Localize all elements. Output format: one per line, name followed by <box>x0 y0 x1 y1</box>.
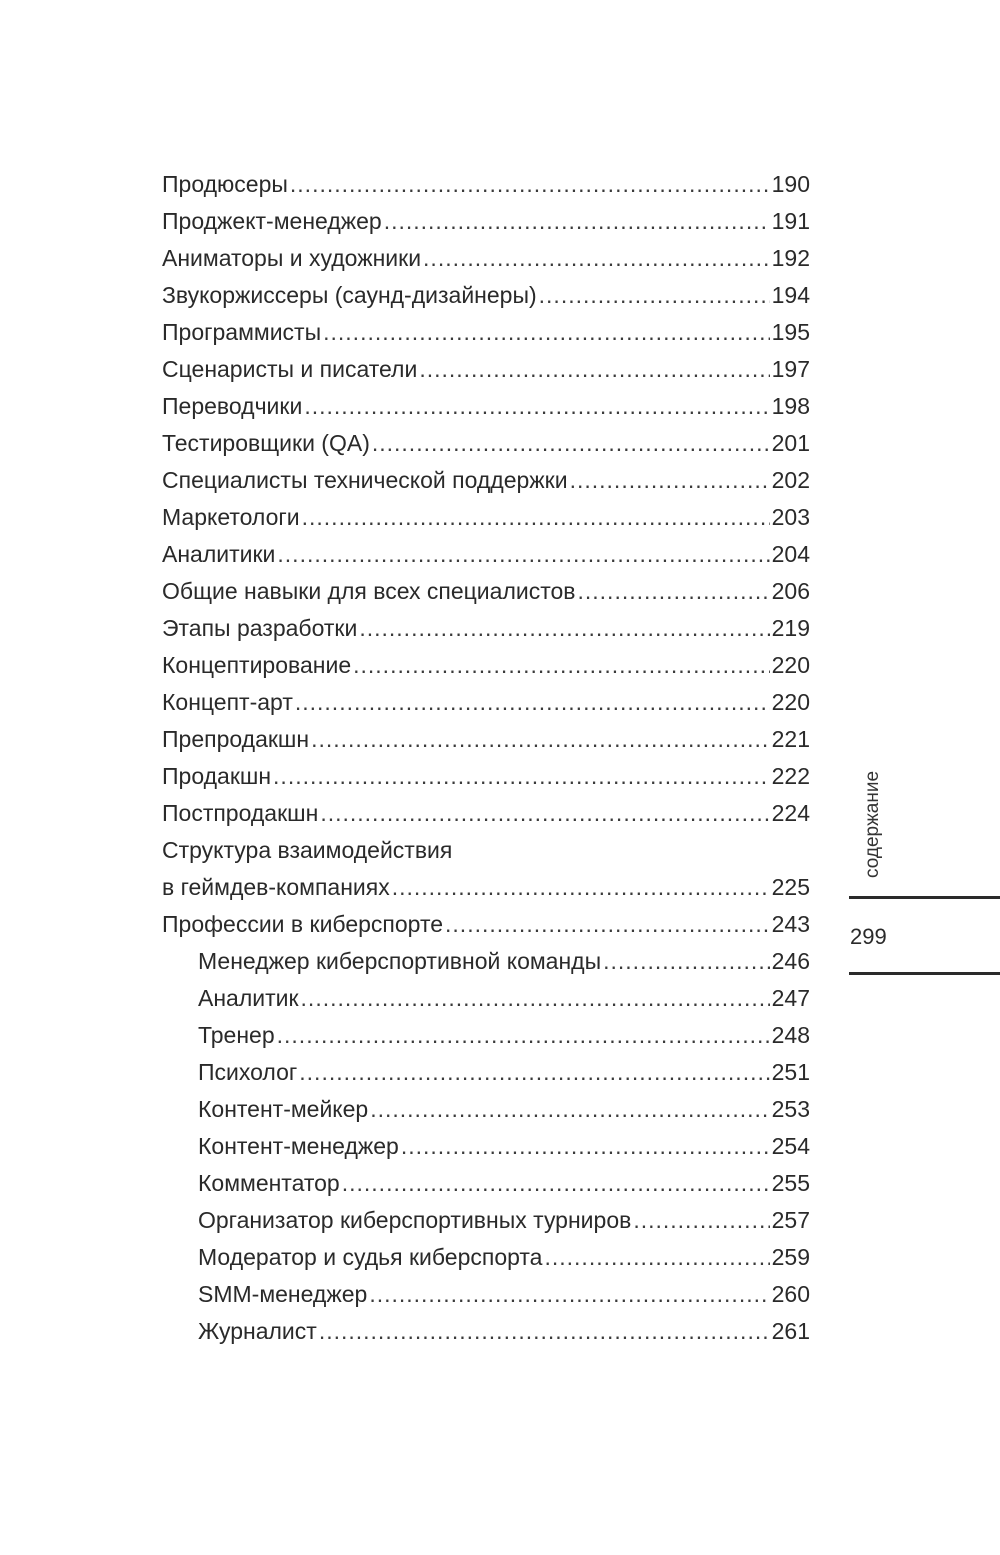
toc-entry-page: 195 <box>771 319 810 345</box>
toc-subentry <box>162 1128 810 1165</box>
toc-subentry-page: 248 <box>771 1022 810 1048</box>
dot-leader <box>319 1313 770 1350</box>
toc-entry-title: Препродакшн <box>162 726 310 752</box>
dot-leader <box>539 277 770 314</box>
dot-leader <box>544 1239 769 1276</box>
dot-leader <box>392 869 770 906</box>
dot-leader <box>384 203 770 240</box>
toc-entry-title-line <box>162 832 810 869</box>
toc-entry-title: Проджект-менеджер <box>162 208 382 234</box>
toc-subentry-page: 260 <box>771 1281 810 1307</box>
dot-leader <box>570 462 770 499</box>
toc-entry-title-first-line: Структура взаимодействия <box>162 837 453 863</box>
divider-rule <box>849 972 1000 975</box>
toc-subentry-title: Журналист <box>198 1318 317 1344</box>
dot-leader <box>370 1091 769 1128</box>
toc-subentry-title: Комментатор <box>198 1170 340 1196</box>
dot-leader <box>302 499 770 536</box>
dot-leader <box>419 351 769 388</box>
dot-leader <box>304 388 769 425</box>
toc-entry-title: Маркетологи <box>162 504 300 530</box>
toc-entry <box>162 240 810 277</box>
toc-subentry-title: SMM-менеджер <box>198 1281 368 1307</box>
toc-entry <box>162 277 810 314</box>
toc-entry <box>162 647 810 684</box>
toc-subentry <box>162 1313 810 1350</box>
toc-subentry <box>162 1165 810 1202</box>
toc-entry-page: 203 <box>771 504 810 530</box>
dot-leader <box>299 1054 769 1091</box>
toc-entry-title: Тестировщики (QA) <box>162 430 370 456</box>
toc-subentry <box>162 980 810 1017</box>
toc-entry <box>162 721 810 758</box>
toc-entry-title: Звукоржиссеры (саунд-дизайнеры) <box>162 282 537 308</box>
dot-leader <box>311 721 770 758</box>
toc-entry-title: Аниматоры и художники <box>162 245 422 271</box>
toc-entry <box>162 610 810 647</box>
toc-entry-page: 202 <box>771 467 810 493</box>
dot-leader <box>372 425 770 462</box>
dot-leader <box>277 1017 770 1054</box>
toc-entry-page: 190 <box>771 171 810 197</box>
dot-leader <box>295 684 770 721</box>
dot-leader <box>323 314 770 351</box>
dot-leader <box>342 1165 770 1202</box>
toc-entry <box>162 314 810 351</box>
toc-entry <box>162 536 810 573</box>
toc-subentry-page: 247 <box>771 985 810 1011</box>
toc-subentry-page: 253 <box>771 1096 810 1122</box>
toc-subentry-page: 254 <box>771 1133 810 1159</box>
toc-entry-page: 220 <box>771 689 810 715</box>
toc-entry-title: Постпродакшн <box>162 800 319 826</box>
toc-entry <box>162 869 810 906</box>
toc-entry-title: Профессии в киберспорте <box>162 911 444 937</box>
toc-entry <box>162 684 810 721</box>
dot-leader <box>290 166 770 203</box>
toc-entry-title: Специалисты технической поддержки <box>162 467 568 493</box>
toc-subentry-page: 261 <box>771 1318 810 1344</box>
toc-entry-page: 243 <box>771 911 810 937</box>
toc-entry-page: 224 <box>771 800 810 826</box>
toc-subentry <box>162 1276 810 1313</box>
dot-leader <box>369 1276 769 1313</box>
toc-entry <box>162 573 810 610</box>
toc-entry <box>162 758 810 795</box>
dot-leader <box>320 795 769 832</box>
toc-entry <box>162 795 810 832</box>
toc-entry-title: Концепт-арт <box>162 689 293 715</box>
toc-subentry-title: Аналитик <box>198 985 299 1011</box>
toc-entry <box>162 425 810 462</box>
toc-entry-title: Аналитики <box>162 541 276 567</box>
toc-subentry-title: Менеджер киберспортивной команды <box>198 948 602 974</box>
toc-entry-title: Сценаристы и писатели <box>162 356 418 382</box>
toc-entry-page: 221 <box>771 726 810 752</box>
toc-entry-page: 194 <box>771 282 810 308</box>
page-number: 299 <box>850 924 887 949</box>
toc-entry <box>162 351 810 388</box>
toc-entry-page: 192 <box>771 245 810 271</box>
dot-leader <box>353 647 770 684</box>
dot-leader <box>578 573 770 610</box>
toc-entry-title: Этапы разработки <box>162 615 358 641</box>
toc-entry-title: Программисты <box>162 319 322 345</box>
toc-entry <box>162 388 810 425</box>
toc-subentry <box>162 943 810 980</box>
toc-subentry-page: 246 <box>771 948 810 974</box>
section-label: содержание <box>862 770 883 878</box>
toc-subentry-title: Тренер <box>198 1022 275 1048</box>
toc-subentry <box>162 1239 810 1276</box>
toc-entry <box>162 499 810 536</box>
toc-entry-page: 222 <box>771 763 810 789</box>
toc-subentry <box>162 1202 810 1239</box>
dot-leader <box>277 536 769 573</box>
dot-leader <box>301 980 770 1017</box>
toc-entry-title: Общие навыки для всех специалистов <box>162 578 576 604</box>
dot-leader <box>445 906 770 943</box>
toc-subentry <box>162 1091 810 1128</box>
toc-subentry-title: Контент-мейкер <box>198 1096 369 1122</box>
toc-subentry-page: 259 <box>771 1244 810 1270</box>
toc-entry-page: 206 <box>771 578 810 604</box>
toc-entry-page: 204 <box>771 541 810 567</box>
toc-subentry-title: Контент-менеджер <box>198 1133 399 1159</box>
toc-subentry-page: 257 <box>771 1207 810 1233</box>
toc-entry-page: 225 <box>771 874 810 900</box>
toc-subentry-title: Организатор киберспортивных турниров <box>198 1207 632 1233</box>
dot-leader <box>423 240 770 277</box>
toc-entry-page: 191 <box>771 208 810 234</box>
toc-entry <box>162 166 810 203</box>
toc-subentry-title: Психолог <box>198 1059 298 1085</box>
toc-entry-title: Переводчики <box>162 393 303 419</box>
toc-subentry-page: 255 <box>771 1170 810 1196</box>
toc-entry <box>162 462 810 499</box>
toc-subentry <box>162 1017 810 1054</box>
toc-entry <box>162 906 810 943</box>
toc-entry-page: 197 <box>771 356 810 382</box>
dot-leader <box>273 758 770 795</box>
toc-entry <box>162 203 810 240</box>
toc-entry-title: в геймдев-компаниях <box>162 874 390 900</box>
dot-leader <box>603 943 770 980</box>
toc-entry-title: Продюсеры <box>162 171 288 197</box>
dot-leader <box>633 1202 769 1239</box>
dot-leader <box>401 1128 770 1165</box>
dot-leader <box>359 610 769 647</box>
toc-entry-page: 220 <box>771 652 810 678</box>
table-of-contents <box>162 166 810 1350</box>
toc-entry-page: 219 <box>771 615 810 641</box>
toc-subentry-title: Модератор и судья киберспорта <box>198 1244 543 1270</box>
toc-entry-title: Концептирование <box>162 652 352 678</box>
toc-entry-page: 201 <box>771 430 810 456</box>
toc-entry-page: 198 <box>771 393 810 419</box>
toc-subentry <box>162 1054 810 1091</box>
toc-entry-title: Продакшн <box>162 763 272 789</box>
divider-rule <box>849 896 1000 899</box>
toc-subentry-page: 251 <box>771 1059 810 1085</box>
